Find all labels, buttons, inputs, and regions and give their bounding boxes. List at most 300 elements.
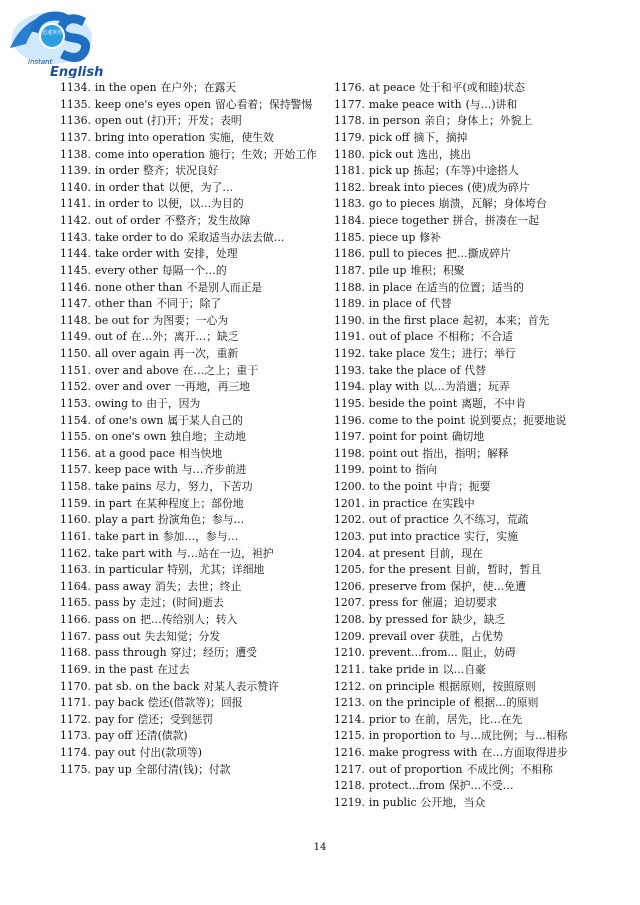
- entry-phrase: be out for: [94, 313, 149, 327]
- entry-number: 1144.: [60, 247, 91, 261]
- phrase-entry: [334, 462, 584, 479]
- phrase-entry: [60, 762, 318, 779]
- entry-meaning: 在某种程度上；部份地: [135, 496, 244, 510]
- entry-number: 1209.: [334, 629, 365, 643]
- entry-meaning: 堆积；积聚: [410, 263, 465, 277]
- entry-meaning: 在…外；离开…；缺乏: [130, 330, 239, 344]
- entry-meaning: 把…传给别人；转入: [140, 613, 238, 626]
- entry-meaning: 催逼；迫切要求: [421, 596, 498, 610]
- entry-number: 1184.: [334, 214, 365, 227]
- entry-number: 1151.: [60, 363, 91, 377]
- entry-phrase: at peace: [368, 81, 416, 94]
- entry-phrase: over and over: [94, 380, 171, 394]
- entry-number: 1173.: [60, 729, 91, 743]
- phrase-entry: [334, 429, 584, 446]
- entry-number: 1187.: [334, 263, 365, 277]
- entry-number: 1188.: [334, 280, 365, 294]
- entry-phrase: in place of: [368, 297, 426, 311]
- entry-phrase: in the open: [94, 81, 157, 94]
- entry-meaning: 久不练习，荒疏: [452, 513, 529, 527]
- entry-phrase: in the first place: [368, 313, 459, 327]
- entry-number: 1156.: [60, 446, 91, 460]
- logo-badge-text: 迅速英语: [41, 30, 63, 36]
- entry-meaning: 整齐；状况良好: [142, 164, 219, 178]
- left-phrase-column: [60, 80, 318, 778]
- entry-phrase: play a part: [94, 513, 154, 527]
- entry-number: 1208.: [334, 613, 365, 626]
- phrase-entry: [60, 213, 318, 230]
- entry-number: 1206.: [334, 579, 365, 593]
- entry-number: 1168.: [60, 646, 91, 660]
- entry-number: 1145.: [60, 263, 91, 277]
- phrase-entry: [60, 462, 318, 479]
- entry-number: 1182.: [334, 180, 365, 194]
- entry-number: 1183.: [334, 197, 365, 211]
- entry-phrase: make progress with: [368, 746, 478, 759]
- entry-number: 1212.: [334, 679, 365, 693]
- entry-meaning: 特别，尤其；详细地: [167, 563, 265, 577]
- entry-phrase: on the principle of: [368, 696, 470, 710]
- entry-phrase: in person: [368, 114, 421, 128]
- entry-meaning: 不整齐；发生故障: [164, 214, 251, 227]
- entry-meaning: 指向: [415, 463, 437, 477]
- entry-meaning: 拼合，拼凑在一起: [452, 214, 539, 227]
- phrase-entry: [334, 97, 584, 114]
- entry-phrase: pass through: [94, 646, 167, 660]
- entry-meaning: 全部付清(钱)；付款: [135, 762, 231, 776]
- entry-meaning: 拣起；(车等)中途搭人: [413, 164, 519, 178]
- entry-phrase: beside the point: [368, 396, 458, 410]
- phrase-entry: [60, 313, 318, 330]
- phrase-entry: [60, 562, 318, 579]
- entry-number: 1211.: [334, 662, 365, 676]
- entry-number: 1146.: [60, 280, 91, 294]
- entry-phrase: of one's own: [94, 413, 164, 427]
- phrase-entry: [334, 413, 584, 430]
- entry-meaning: 阻止，妨碍: [461, 646, 516, 660]
- phrase-entry: [60, 113, 318, 130]
- entry-phrase: pass out: [94, 629, 141, 643]
- phrase-entry: [334, 363, 584, 380]
- entry-phrase: point for point: [368, 430, 448, 444]
- entry-phrase: pass on: [94, 613, 137, 626]
- entry-meaning: 不同于；除了: [156, 297, 222, 311]
- entry-number: 1180.: [334, 147, 365, 161]
- entry-phrase: every other: [94, 263, 158, 277]
- phrase-entry: [60, 280, 318, 297]
- entry-phrase: make peace with: [368, 97, 462, 111]
- phrase-entry: [334, 712, 584, 729]
- entry-meaning: 在过去: [157, 662, 190, 676]
- entry-meaning: 在前，居先，比…在先: [414, 712, 523, 726]
- phrase-entry: [60, 712, 318, 729]
- entry-meaning: 亲自；身体上；外貌上: [424, 114, 533, 128]
- entry-number: 1134.: [60, 81, 91, 94]
- phrase-entry: [334, 313, 584, 330]
- entry-number: 1197.: [334, 430, 365, 444]
- entry-phrase: take order with: [94, 247, 180, 261]
- entry-number: 1175.: [60, 762, 91, 776]
- entry-meaning: 指出，指明；解释: [422, 446, 509, 460]
- entry-meaning: 参加…，参与…: [162, 529, 239, 543]
- entry-number: 1161.: [60, 529, 91, 543]
- entry-phrase: piece up: [368, 230, 416, 244]
- phrase-entry: [334, 80, 584, 97]
- phrase-entry: [334, 695, 584, 712]
- phrase-entry: [60, 479, 318, 496]
- entry-number: 1217.: [334, 762, 365, 776]
- phrase-entry: [60, 196, 318, 213]
- entry-phrase: take part with: [94, 546, 173, 560]
- phrase-entry: [334, 728, 584, 745]
- entry-number: 1189.: [334, 297, 365, 311]
- entry-number: 1200.: [334, 480, 365, 493]
- phrase-entry: [60, 296, 318, 313]
- entry-phrase: point to: [368, 463, 412, 477]
- phrase-entry: [60, 230, 318, 247]
- right-phrase-column: [334, 80, 584, 812]
- phrase-entry: [334, 346, 584, 363]
- entry-meaning: 偿还；受到惩罚: [137, 712, 214, 726]
- entry-meaning: 把…撕成碎片: [446, 247, 511, 261]
- entry-meaning: 选出，挑出: [417, 147, 472, 161]
- entry-meaning: 对某人表示赞许: [203, 679, 279, 693]
- entry-number: 1153.: [60, 396, 91, 410]
- entry-phrase: pass away: [94, 579, 151, 593]
- entry-meaning: 根据…的原则: [473, 696, 539, 710]
- entry-number: 1149.: [60, 330, 91, 344]
- entry-phrase: over and above: [94, 363, 179, 377]
- entry-number: 1147.: [60, 297, 91, 311]
- entry-meaning: 相当快地: [179, 446, 223, 460]
- phrase-entry: [60, 529, 318, 546]
- entry-meaning: 属于某人自己的: [167, 413, 243, 427]
- phrase-entry: [60, 97, 318, 114]
- entry-meaning: 修补: [419, 230, 442, 244]
- entry-meaning: 以便，以…为目的: [157, 197, 244, 211]
- entry-phrase: prevail over: [368, 629, 435, 643]
- entry-phrase: in particular: [94, 563, 164, 577]
- logo-emblem: [4, 4, 116, 78]
- entry-meaning: 离题，不中肯: [461, 396, 527, 410]
- entry-phrase: pile up: [368, 263, 407, 277]
- entry-number: 1140.: [60, 180, 91, 194]
- phrase-entry: [60, 346, 318, 363]
- entry-phrase: out of: [94, 330, 127, 344]
- entry-meaning: (与…)讲和: [465, 97, 518, 111]
- entry-phrase: on one's own: [94, 430, 167, 444]
- entry-phrase: take part in: [94, 529, 159, 543]
- phrase-entry: [60, 546, 318, 563]
- entry-number: 1142.: [60, 214, 91, 227]
- page-number: 14: [313, 842, 327, 853]
- entry-number: 1158.: [60, 480, 91, 493]
- entry-phrase: other than: [94, 297, 153, 311]
- phrase-entry: [60, 246, 318, 263]
- phrase-entry: [60, 180, 318, 197]
- entry-meaning: 与…齐步前进: [181, 463, 247, 477]
- entry-phrase: keep one's eyes open: [94, 97, 211, 111]
- entry-meaning: 确切地: [451, 430, 485, 444]
- entry-phrase: pay up: [94, 762, 132, 776]
- entry-meaning: 以便，为了…: [168, 180, 234, 194]
- entry-number: 1203.: [334, 529, 365, 543]
- phrase-entry: [60, 512, 318, 529]
- entry-phrase: take place: [368, 347, 426, 360]
- entry-phrase: at a good pace: [94, 446, 176, 460]
- phrase-entry: [334, 595, 584, 612]
- entry-meaning: 以…自豪: [442, 662, 486, 676]
- entry-phrase: take order to do: [94, 230, 184, 244]
- entry-number: 1167.: [60, 629, 91, 643]
- phrase-entry: [60, 413, 318, 430]
- entry-number: 1215.: [334, 729, 365, 743]
- entry-number: 1160.: [60, 513, 91, 527]
- entry-meaning: 为图要；一心为: [152, 313, 229, 327]
- entry-number: 1179.: [334, 130, 365, 144]
- phrase-entry: [60, 679, 318, 696]
- phrase-entry: [60, 662, 318, 679]
- entry-number: 1177.: [334, 97, 365, 111]
- entry-phrase: pick off: [368, 130, 410, 144]
- entry-meaning: 实行，实施: [464, 529, 519, 543]
- entry-number: 1186.: [334, 247, 365, 261]
- entry-number: 1210.: [334, 646, 365, 660]
- entry-phrase: in practice: [368, 496, 428, 510]
- entry-meaning: 独自地；主动地: [170, 430, 246, 444]
- phrase-entry: [334, 329, 584, 346]
- entry-number: 1166.: [60, 613, 91, 626]
- entry-meaning: 代替: [464, 363, 486, 377]
- phrase-entry: [334, 629, 584, 646]
- entry-number: 1193.: [334, 363, 365, 377]
- phrase-entry: [60, 379, 318, 396]
- entry-phrase: in place: [368, 280, 412, 294]
- entry-number: 1172.: [60, 712, 91, 726]
- entry-meaning: 尽力，努力，下苦功: [155, 480, 253, 493]
- entry-phrase: pass by: [94, 596, 136, 610]
- phrase-entry: [334, 263, 584, 280]
- entry-phrase: at present: [368, 546, 425, 560]
- phrase-entry: [334, 778, 584, 795]
- entry-phrase: out of order: [94, 214, 161, 227]
- entry-phrase: owing to: [94, 396, 143, 410]
- entry-phrase: for the present: [368, 563, 451, 577]
- entry-number: 1205.: [334, 563, 365, 577]
- entry-phrase: point out: [368, 446, 419, 460]
- entry-phrase: pay off: [94, 729, 132, 743]
- entry-meaning: 安排，处理: [183, 247, 238, 261]
- entry-meaning: 起初，本来；首先: [462, 313, 550, 327]
- phrase-entry: [60, 645, 318, 662]
- entry-meaning: 付出(款项等): [139, 746, 203, 759]
- entry-number: 1191.: [334, 330, 365, 344]
- phrase-entry: [334, 130, 584, 147]
- entry-phrase: out of proportion: [368, 762, 463, 776]
- entry-phrase: in order: [94, 164, 139, 178]
- entry-phrase: pick up: [368, 164, 410, 178]
- phrase-entry: [334, 479, 584, 496]
- entry-phrase: break into pieces: [368, 180, 464, 194]
- entry-phrase: on principle: [368, 679, 435, 693]
- entry-phrase: in part: [94, 496, 132, 510]
- entry-meaning: 发生；进行；举行: [429, 347, 516, 360]
- phrase-entry: [60, 163, 318, 180]
- entry-phrase: prevent...from...: [368, 646, 458, 660]
- entry-number: 1152.: [60, 380, 91, 394]
- entry-number: 1198.: [334, 446, 365, 460]
- entry-meaning: 不相称；不合适: [437, 330, 513, 344]
- entry-number: 1190.: [334, 313, 365, 327]
- phrase-entry: [60, 496, 318, 513]
- entry-meaning: 处于和平(或和睦)状态: [419, 81, 525, 94]
- entry-number: 1181.: [334, 164, 365, 178]
- entry-meaning: 保护…不受…: [448, 779, 514, 793]
- entry-phrase: in the past: [94, 662, 154, 676]
- instant-english-logo: [4, 4, 116, 78]
- entry-phrase: pay out: [94, 746, 136, 759]
- entry-meaning: 以…为消遣；玩弄: [423, 380, 510, 394]
- entry-meaning: 在户外；在露天: [160, 81, 237, 94]
- entry-number: 1148.: [60, 313, 91, 327]
- phrase-entry: [60, 695, 318, 712]
- entry-meaning: 在…方面取得进步: [481, 746, 568, 759]
- phrase-entry: [334, 196, 584, 213]
- phrase-entry: [334, 579, 584, 596]
- entry-phrase: come into operation: [94, 147, 205, 161]
- phrase-entry: [60, 363, 318, 380]
- entry-meaning: 在实践中: [431, 496, 475, 510]
- phrase-entry: [334, 512, 584, 529]
- phrase-entry: [60, 579, 318, 596]
- entry-number: 1216.: [334, 746, 365, 759]
- entry-phrase: preserve from: [368, 579, 447, 593]
- entry-number: 1141.: [60, 197, 91, 211]
- entry-meaning: 保护，使…免遭: [450, 579, 526, 593]
- entry-phrase: in proportion to: [368, 729, 456, 743]
- entry-number: 1195.: [334, 396, 365, 410]
- entry-meaning: 在适当的位置；适当的: [416, 280, 524, 294]
- entry-number: 1159.: [60, 496, 91, 510]
- entry-phrase: open out: [94, 114, 143, 128]
- phrase-entry: [334, 762, 584, 779]
- phrase-entry: [334, 546, 584, 563]
- entry-meaning: 代替: [429, 297, 452, 311]
- phrase-entry: [60, 612, 318, 629]
- entry-number: 1201.: [334, 496, 365, 510]
- entry-number: 1170.: [60, 679, 91, 693]
- entry-phrase: protect...from: [368, 779, 445, 793]
- phrase-entry: [60, 595, 318, 612]
- phrase-entry: [334, 230, 584, 247]
- phrase-entry: [334, 529, 584, 546]
- entry-meaning: 还清(债款): [135, 729, 188, 743]
- entry-number: 1154.: [60, 413, 91, 427]
- entry-phrase: play with: [368, 380, 420, 394]
- phrase-entry: [334, 679, 584, 696]
- phrase-entry: [60, 263, 318, 280]
- entry-meaning: 根据原则，按照原则: [438, 679, 536, 693]
- entry-meaning: 目前，现在: [428, 546, 483, 560]
- entry-number: 1194.: [334, 380, 365, 394]
- phrase-entry: [60, 429, 318, 446]
- entry-number: 1135.: [60, 97, 91, 111]
- entry-phrase: pick out: [368, 147, 414, 161]
- entry-phrase: in public: [368, 795, 417, 809]
- entry-number: 1143.: [60, 230, 91, 244]
- entry-phrase: take the place of: [368, 363, 461, 377]
- entry-meaning: 穿过；经历；遭受: [170, 646, 257, 660]
- entry-meaning: 公开地，当众: [420, 795, 486, 809]
- entry-phrase: prior to: [368, 712, 411, 726]
- entry-meaning: 每隔一个…的: [161, 263, 227, 277]
- entry-phrase: take pains: [94, 480, 152, 493]
- entry-phrase: keep pace with: [94, 463, 178, 477]
- entry-number: 1150.: [60, 347, 91, 360]
- entry-number: 1171.: [60, 696, 91, 710]
- entry-phrase: out of place: [368, 330, 434, 344]
- entry-phrase: all over again: [94, 347, 170, 360]
- phrase-entry: [334, 163, 584, 180]
- phrase-entry: [334, 280, 584, 297]
- phrase-entry: [334, 562, 584, 579]
- entry-meaning: 与…站在一边，袒护: [176, 546, 274, 560]
- entry-phrase: go to pieces: [368, 197, 435, 211]
- phrase-entry: [334, 612, 584, 629]
- entry-meaning: 失去知觉；分发: [144, 629, 221, 643]
- phrase-entry: [334, 396, 584, 413]
- entry-phrase: pay back: [94, 696, 144, 710]
- entry-number: 1199.: [334, 463, 365, 477]
- entry-phrase: piece together: [368, 214, 449, 227]
- entry-meaning: 获胜，占优势: [438, 629, 504, 643]
- entry-phrase: to the point: [368, 480, 433, 493]
- entry-number: 1137.: [60, 130, 91, 144]
- logo-english-text: English: [50, 65, 104, 78]
- phrase-entry: [334, 745, 584, 762]
- phrase-entry: [334, 180, 584, 197]
- entry-number: 1138.: [60, 147, 91, 161]
- entry-meaning: 中肯；扼要: [436, 480, 491, 493]
- phrase-entry: [334, 379, 584, 396]
- entry-phrase: pull to pieces: [368, 247, 443, 261]
- entry-meaning: 消失；去世；终止: [155, 579, 242, 593]
- entry-phrase: put into practice: [368, 529, 461, 543]
- entry-number: 1202.: [334, 513, 365, 527]
- entry-meaning: 摘下，摘掉: [413, 130, 468, 144]
- phrase-entry: [334, 795, 584, 812]
- phrase-entry: [60, 396, 318, 413]
- entry-phrase: pay for: [94, 712, 134, 726]
- entry-number: 1163.: [60, 563, 91, 577]
- entry-phrase: take pride in: [368, 662, 439, 676]
- entry-meaning: (使)成为碎片: [467, 180, 530, 194]
- entry-meaning: 在…之上；重于: [182, 363, 259, 377]
- entry-phrase: out of practice: [368, 513, 449, 527]
- entry-phrase: by pressed for: [368, 613, 448, 626]
- entry-number: 1174.: [60, 746, 91, 759]
- entry-number: 1157.: [60, 463, 91, 477]
- entry-number: 1165.: [60, 596, 91, 610]
- entry-phrase: pat sb. on the back: [94, 679, 200, 693]
- entry-number: 1204.: [334, 546, 365, 560]
- phrase-entry: [334, 296, 584, 313]
- entry-number: 1219.: [334, 795, 365, 809]
- entry-number: 1214.: [334, 712, 365, 726]
- phrase-entry: [60, 728, 318, 745]
- entry-number: 1155.: [60, 430, 91, 444]
- entry-meaning: 再一次，重新: [173, 347, 239, 360]
